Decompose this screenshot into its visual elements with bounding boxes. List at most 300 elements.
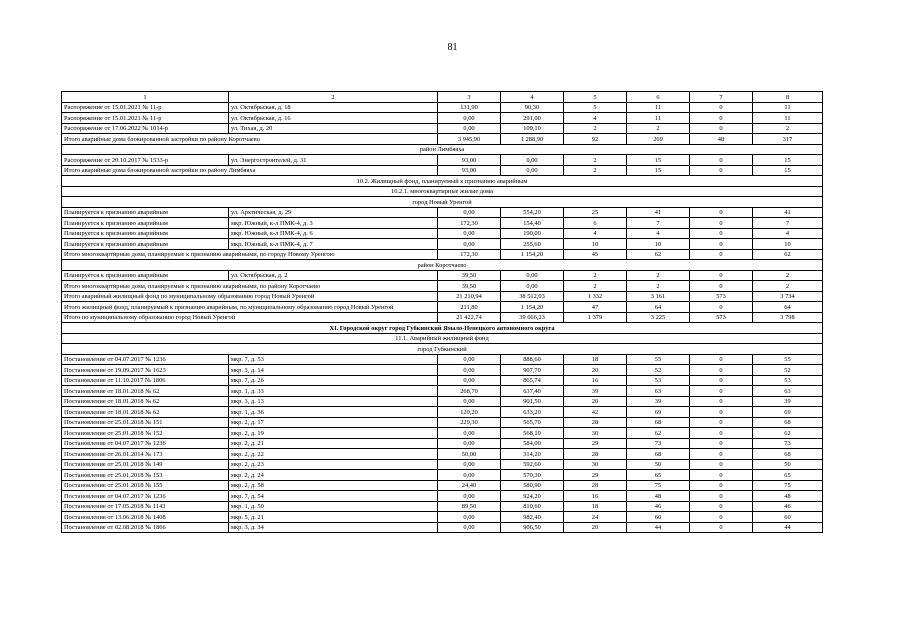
table-cell: 570,30 [501,470,564,481]
table-cell: Планируется к признанию аварийным [62,207,229,218]
table-cell: 64 [627,302,690,313]
table-section-row [62,186,823,197]
table-section-row [62,260,823,271]
table-total-row [62,281,823,292]
table-cell: 20 [564,365,627,376]
table-cell: 0 [690,207,753,218]
table-row [62,228,823,239]
table-cell: 55 [753,354,823,365]
table-cell: мкр. 7, д. 53 [229,354,438,365]
table-cell: ул. Арктическая, д. 29 [229,207,438,218]
table-row [62,155,823,166]
table-row [62,480,823,491]
table-cell: 2 [753,281,823,292]
table-cell: 29 [564,438,627,449]
table-cell: 2 [627,270,690,281]
table-row [62,375,823,386]
table-row [62,270,823,281]
column-header: 5 [564,92,627,103]
table-row [62,428,823,439]
table-cell: 21 422,74 [438,312,501,323]
table-cell: 11 [753,102,823,113]
table-row [62,417,823,428]
table-cell: 1 332 [564,291,627,302]
table-cell: 592,60 [501,459,564,470]
table-cell: Постановление от 11.10.2017 № 1806 [62,375,229,386]
table-cell: 55 [627,354,690,365]
table-cell: 39,50 [438,270,501,281]
table-total-row [62,312,823,323]
table-cell: 0,00 [438,207,501,218]
table-cell: 982,40 [501,512,564,523]
table-cell: ул. Октябрьская, д. 2 [229,270,438,281]
table-cell: 11 [627,102,690,113]
table-cell: 45 [564,249,627,260]
table-cell: 291,00 [501,113,564,124]
table-cell: 0 [690,386,753,397]
table-row [62,239,823,250]
table-cell: 565,70 [501,417,564,428]
table-cell: 268,70 [438,386,501,397]
table-cell: 42 [564,407,627,418]
table-cell: 317 [753,134,823,145]
table-cell: 0,00 [438,354,501,365]
table-cell: ул. Энергостроителей, д. 31 [229,155,438,166]
column-header: 1 [62,92,229,103]
column-header: 6 [627,92,690,103]
table-section-row [62,344,823,355]
table-cell: 47 [564,302,627,313]
table-cell: 211,80 [438,302,501,313]
table-cell: мкр. 2, д. 21 [229,438,438,449]
table-cell: 0,00 [438,512,501,523]
table-cell: 29 [564,470,627,481]
table-cell: 4 [564,228,627,239]
table-cell: 28 [564,480,627,491]
table-row [62,491,823,502]
table-cell: 39,50 [438,281,501,292]
table-cell: Постановление от 04.07.2017 № 1236 [62,354,229,365]
column-header: 2 [229,92,438,103]
table-row [62,218,823,229]
table-row [62,102,823,113]
table-cell: 48 [690,134,753,145]
table-cell: Планируется к признанию аварийным [62,239,229,250]
table-cell: 90,30 [501,102,564,113]
table-cell: XI. Городской округ город Губкинский Ямало-Ненецкого автономного округа [62,323,823,334]
table-cell: 0,00 [438,239,501,250]
table-cell: 93,00 [438,165,501,176]
table-cell: Итого многоквартирные дома, планируемые к признанию аварийными, по городу Новому Уренгою [62,249,438,260]
table-cell: мкр. 3, д. 13 [229,396,438,407]
table-cell: 0 [690,102,753,113]
table-cell: Планируется к признанию аварийным [62,228,229,239]
table-cell: 131,90 [438,102,501,113]
table-cell: 0 [690,512,753,523]
table-cell: 44 [753,522,823,533]
table-cell: 15 [627,165,690,176]
table-cell: Постановление от 19.09.2017 № 1623 [62,365,229,376]
table-cell: 50 [627,459,690,470]
table-cell: 0,00 [438,123,501,134]
table-section-row [62,176,823,187]
table-cell: мкр. Южный, к-л ПМК-4, д. 7 [229,239,438,250]
table-cell: 10.2.1. многоквартирные жилые дома [62,186,823,197]
table-total-row [62,134,823,145]
table-cell: район Коротчаево [62,260,823,271]
table-cell: 69 [753,407,823,418]
table-cell: 18 [564,501,627,512]
table-row [62,438,823,449]
table-row [62,207,823,218]
table-cell: 73 [627,438,690,449]
table-cell: 24,40 [438,480,501,491]
table-cell: 907,70 [501,365,564,376]
table-cell: мкр. 5, д. 21 [229,512,438,523]
table-cell: 11.1. Аварийный жилищный фонд [62,333,823,344]
table-cell: 7 [753,218,823,229]
table-row [62,354,823,365]
table-cell: 229,30 [438,417,501,428]
table-cell: 21 210,94 [438,291,501,302]
table-cell: 584,00 [501,438,564,449]
table-cell: 255,60 [501,239,564,250]
data-table [61,91,823,533]
table-cell: ул. Октябрьская, д. 18 [229,102,438,113]
table-cell: Постановление от 04.07.2017 № 1236 [62,491,229,502]
table-cell: 0 [690,249,753,260]
table-cell: ул. Тихая, д. 20 [229,123,438,134]
table-cell: 7 [627,218,690,229]
table-cell: 3 734 [753,291,823,302]
table-cell: 20 [564,522,627,533]
table-cell: 0,00 [438,228,501,239]
table-cell: мкр. 2, д. 22 [229,449,438,460]
table-cell: 0,00 [501,270,564,281]
table-cell: 0 [690,407,753,418]
table-cell: Постановление от 25.01.2018 № 151 [62,417,229,428]
table-cell: 2 [753,123,823,134]
table-cell: Распоряжение от 15.01.2021 № 11-р [62,102,229,113]
table-cell: 53 [627,375,690,386]
table-cell: 60 [627,512,690,523]
table-cell: 50 [753,459,823,470]
table-cell: 0 [690,396,753,407]
table-cell: 3 161 [627,291,690,302]
table-cell: 92 [564,134,627,145]
table-cell: 0 [690,239,753,250]
table-cell: 60 [753,512,823,523]
table-cell: 3 225 [627,312,690,323]
table-cell: мкр. 1, д. 50 [229,501,438,512]
table-cell: Постановление от 26.01.2014 № 173 [62,449,229,460]
table-cell: Итого аварийные дома блокированной застройки по району Лимбяяха [62,165,438,176]
table-cell: 0 [690,449,753,460]
table-cell: 0 [690,522,753,533]
table-cell: 0 [690,501,753,512]
table-cell: 10 [564,239,627,250]
table-cell: 41 [627,207,690,218]
table-cell: 62 [627,428,690,439]
table-cell: Распоряжение от 15.01.2021 № 11-р [62,113,229,124]
table-cell: 0 [690,470,753,481]
table-section-row [62,144,823,155]
table-section-title-row [62,323,823,334]
table-cell: Постановление от 13.06.2018 № 1408 [62,512,229,523]
table-cell: 52 [627,365,690,376]
table-header-row [62,92,823,103]
table-cell: 15 [753,165,823,176]
table-cell: 1 154,20 [501,302,564,313]
page-number: 81 [447,42,458,53]
table-cell: 2 [627,281,690,292]
table-row [62,459,823,470]
table-cell: 6 [564,218,627,229]
table-cell: мкр. 2, д. 23 [229,459,438,470]
table-section-row [62,197,823,208]
table-cell: 1 154,20 [501,249,564,260]
table-cell: 2 [564,155,627,166]
table-cell: 554,20 [501,207,564,218]
table-cell: 0,00 [501,155,564,166]
table-cell: мкр. Южный, к-л ПМК-4, д. 3 [229,218,438,229]
table-cell: 93,00 [438,155,501,166]
table-row [62,512,823,523]
table-cell: Планируется к признанию аварийным [62,218,229,229]
table-cell: 18 [564,354,627,365]
column-header: 8 [753,92,823,103]
table-cell: 0 [690,270,753,281]
table-cell: 0,00 [438,491,501,502]
table-cell: 1 288,90 [501,134,564,145]
table-cell: 52 [753,365,823,376]
table-cell: 0 [690,480,753,491]
table-cell: 69 [627,407,690,418]
table-row [62,113,823,124]
table-cell: 2 [753,270,823,281]
table-cell: 25 [564,207,627,218]
table-cell: 46 [627,501,690,512]
table-cell: 2 [564,281,627,292]
table-cell: 0 [690,123,753,134]
table-cell: 39 [627,396,690,407]
column-header: 3 [438,92,501,103]
table-cell: Постановление от 02.08.2018 № 1866 [62,522,229,533]
table-cell: 62 [627,249,690,260]
table-cell: 0 [690,354,753,365]
table-cell: 901,50 [501,396,564,407]
table-cell: 0,00 [438,113,501,124]
table-cell: мкр. 3, д. 34 [229,522,438,533]
table-cell: 0,00 [438,470,501,481]
table-total-row [62,302,823,313]
table-cell: 109,10 [501,123,564,134]
table-cell: 38 512,03 [501,291,564,302]
table-cell: мкр. 7, д. 26 [229,375,438,386]
table-cell: Итого жилищный фонд, планируемый к признанию аварийным, по муниципальному образованию город Новый Уренгой [62,302,438,313]
table-cell: 314,20 [501,449,564,460]
table-cell: 28 [564,417,627,428]
table-cell: 2 [564,165,627,176]
table-cell: 573 [690,291,753,302]
table-row [62,522,823,533]
table-cell: 4 [564,113,627,124]
table-cell: Итого аварийный жилищный фонд по муниципальному образованию город Новый Уренгой [62,291,438,302]
table-cell: Постановление от 25.01.2018 № 155 [62,480,229,491]
table-cell: 63 [753,386,823,397]
table-cell: 64 [753,302,823,313]
table-row [62,386,823,397]
table-cell: 20 [564,396,627,407]
table-cell: Распоряжение от 20.10.2017 № 1533-р [62,155,229,166]
table-cell: 637,40 [501,386,564,397]
table-cell: 633,20 [501,407,564,418]
table-cell: 89,50 [438,501,501,512]
table-row [62,365,823,376]
table-cell: мкр. Южный, к-л ПМК-4, д. 6 [229,228,438,239]
table-cell: 39 [753,396,823,407]
table-cell: 0 [690,459,753,470]
table-cell: 865,74 [501,375,564,386]
table-cell: 11 [753,113,823,124]
table-cell: 63 [627,386,690,397]
table-cell: 0 [690,302,753,313]
table-cell: 573 [690,312,753,323]
table-cell: 68 [753,417,823,428]
table-cell: 0,00 [438,459,501,470]
table-cell: 16 [564,375,627,386]
table-cell: мкр. 2, д. 58 [229,480,438,491]
table-cell: 28 [564,449,627,460]
table-cell: 906,50 [501,522,564,533]
table-cell: 0 [690,428,753,439]
table-cell: город Новый Уренгой [62,197,823,208]
table-cell: 10 [753,239,823,250]
table-cell: 2 [627,123,690,134]
table-cell: 4 [753,228,823,239]
table-cell: город Губкинский [62,344,823,355]
table-section-row [62,333,823,344]
table-cell: Постановление от 18.01.2018 № 62 [62,396,229,407]
table-cell: 10.2. Жилищный фонд, планируемый к признанию аварийным [62,176,823,187]
table-cell: 68 [753,449,823,460]
table-cell: 5 [564,102,627,113]
table-cell: Постановление от 04.07.2017 № 1236 [62,438,229,449]
table-cell: 568,10 [501,428,564,439]
table-cell: 0 [690,228,753,239]
table-row [62,501,823,512]
table-cell: 0 [690,281,753,292]
table-cell: 15 [627,155,690,166]
table-cell: 269 [627,134,690,145]
table-cell: 75 [753,480,823,491]
table-cell: 10 [627,239,690,250]
table-cell: 30 [564,428,627,439]
table-cell: ул. Октябрьская, д. 16 [229,113,438,124]
table-cell: 888,60 [501,354,564,365]
table-cell: Постановление от 18.01.2018 № 62 [62,407,229,418]
table-cell: мкр. 3, д. 14 [229,365,438,376]
table-cell: мкр. 1, д. 33 [229,386,438,397]
table-cell: 2 [564,270,627,281]
table-cell: 11 [627,113,690,124]
table-cell: 0 [690,155,753,166]
table-row [62,123,823,134]
table-row [62,470,823,481]
table-cell: 0,00 [438,428,501,439]
table-cell: 190,00 [501,228,564,239]
table-cell: 0 [690,113,753,124]
table-cell: 73 [753,438,823,449]
table-cell: мкр. 1, д. 36 [229,407,438,418]
table-cell: район Лимбяяха [62,144,823,155]
table-cell: 4 [627,228,690,239]
table-cell: 16 [564,491,627,502]
table-cell: 0 [690,438,753,449]
table-cell: 46 [753,501,823,512]
table-cell: 0,00 [438,522,501,533]
table-cell: 65 [627,470,690,481]
table-cell: Планируется к признанию аварийным [62,270,229,281]
table-cell: 810,60 [501,501,564,512]
table-total-row [62,165,823,176]
table-cell: Итого аварийные дома блокированной застройки по району Коротчаево [62,134,438,145]
table-cell: 0,00 [438,438,501,449]
table-cell: мкр. 7, д. 54 [229,491,438,502]
table-cell: 30 [564,459,627,470]
table-row [62,396,823,407]
table-row [62,449,823,460]
table-cell: Итого по муниципальному образованию город Новый Уренгой [62,312,438,323]
column-header: 4 [501,92,564,103]
table-cell: 172,30 [438,218,501,229]
table-cell: 0 [690,218,753,229]
table-cell: 0 [690,417,753,428]
table-cell: 15 [753,155,823,166]
table-cell: Постановление от 25.01.2018 № 149 [62,459,229,470]
table-cell: 0,00 [501,165,564,176]
table-cell: Распоряжение от 17.06.2022 № 1014-р [62,123,229,134]
table-cell: 65 [753,470,823,481]
table-cell: 0 [690,165,753,176]
table-cell: 41 [753,207,823,218]
table-cell: 580,90 [501,480,564,491]
table-cell: 172,30 [438,249,501,260]
table-cell: 1 379 [564,312,627,323]
table-cell: 0,00 [501,281,564,292]
table-cell: 48 [627,491,690,502]
table-cell: Постановление от 17.05.2018 № 1143 [62,501,229,512]
table-cell: 3 798 [753,312,823,323]
table-cell: 0 [690,365,753,376]
table-cell: 53 [753,375,823,386]
table-total-row [62,249,823,260]
table-row [62,407,823,418]
table-cell: 0 [690,375,753,386]
table-cell: 24 [564,512,627,523]
table-cell: 75 [627,480,690,491]
column-header: 7 [690,92,753,103]
table-cell: 2 [564,123,627,134]
table-cell: 0,00 [438,365,501,376]
table-cell: 50,00 [438,449,501,460]
table-cell: 68 [627,449,690,460]
table-cell: 924,20 [501,491,564,502]
table-cell: Итого многоквартирные дома, планируемые к признанию аварийными, по району Коротчаево [62,281,438,292]
table-cell: 0,00 [438,396,501,407]
table-cell: 44 [627,522,690,533]
table-cell: Постановление от 18.01.2018 № 62 [62,386,229,397]
